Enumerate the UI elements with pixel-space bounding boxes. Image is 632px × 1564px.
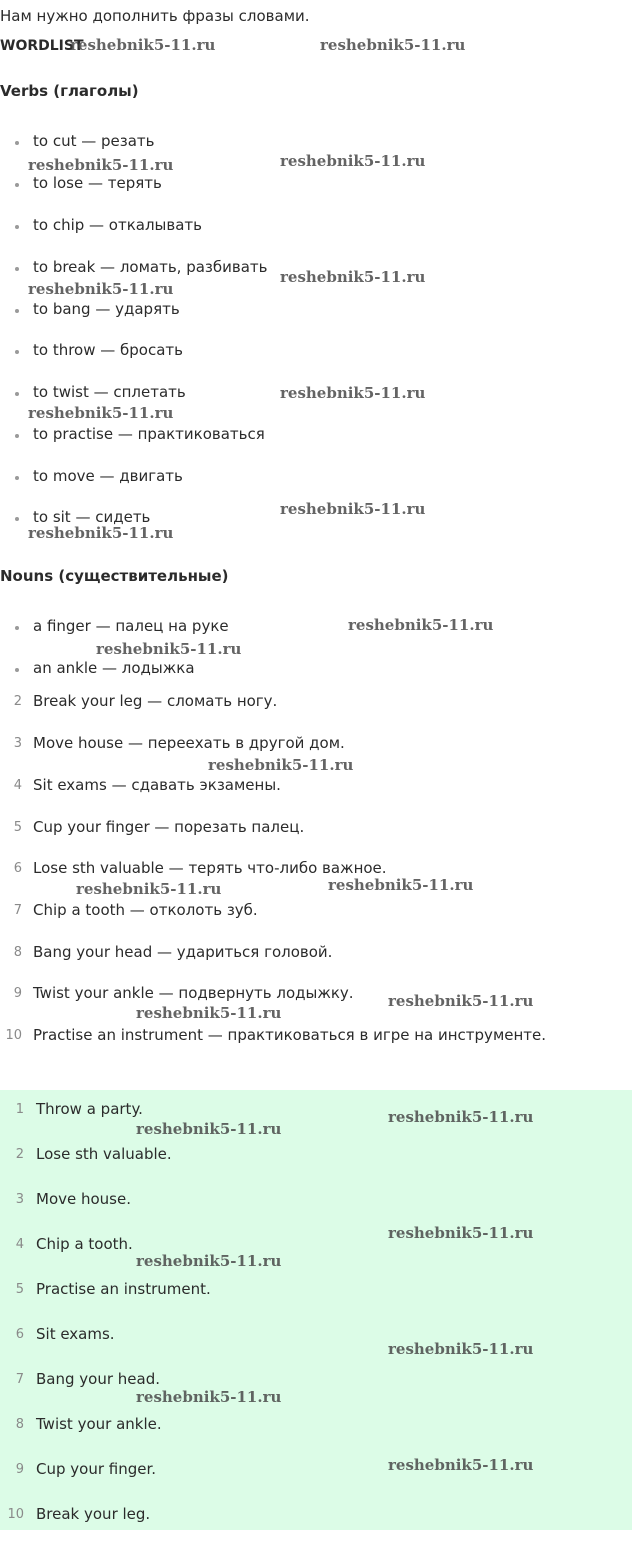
item-number: 10	[7, 1507, 24, 1522]
wordlist-label: WORDLIST	[0, 38, 84, 54]
watermark: reshebnik5-11.ru	[70, 36, 216, 54]
item-number: 5	[13, 820, 22, 835]
watermark: reshebnik5-11.ru	[136, 1252, 282, 1270]
watermark: reshebnik5-11.ru	[328, 876, 474, 894]
item-number: 4	[13, 778, 22, 793]
watermark: reshebnik5-11.ru	[96, 640, 242, 658]
watermark: reshebnik5-11.ru	[388, 1340, 534, 1358]
nouns-heading: Nouns (существительные)	[0, 567, 229, 585]
bullet-icon	[15, 309, 19, 313]
watermark: reshebnik5-11.ru	[28, 280, 174, 298]
item-number: 5	[15, 1282, 24, 1297]
item-number: 9	[13, 986, 22, 1001]
item-number: 7	[13, 903, 22, 918]
item-number: 6	[15, 1327, 24, 1342]
item-number: 8	[13, 945, 22, 960]
bullet-icon	[15, 668, 19, 672]
watermark: reshebnik5-11.ru	[280, 268, 426, 286]
bullet-icon	[15, 267, 19, 271]
bullet-icon	[15, 434, 19, 438]
watermark: reshebnik5-11.ru	[28, 524, 174, 542]
item-number: 10	[5, 1028, 22, 1043]
item-number: 3	[15, 1192, 24, 1207]
item-number: 2	[15, 1147, 24, 1162]
bullet-icon	[15, 626, 19, 630]
watermark: reshebnik5-11.ru	[280, 152, 426, 170]
bullet-icon	[15, 183, 19, 187]
item-number: 4	[15, 1237, 24, 1252]
bullet-icon	[15, 225, 19, 229]
watermark: reshebnik5-11.ru	[320, 36, 466, 54]
watermark: reshebnik5-11.ru	[280, 500, 426, 518]
bullet-icon	[15, 476, 19, 480]
watermark: reshebnik5-11.ru	[28, 156, 174, 174]
bullet-icon	[15, 392, 19, 396]
item-number: 2	[13, 694, 22, 709]
item-number: 8	[15, 1417, 24, 1432]
watermark: reshebnik5-11.ru	[280, 384, 426, 402]
bullet-icon	[15, 350, 19, 354]
bullet-icon	[15, 141, 19, 145]
watermark: reshebnik5-11.ru	[136, 1388, 282, 1406]
watermark: reshebnik5-11.ru	[28, 404, 174, 422]
item-number: 1	[15, 1102, 24, 1117]
watermark: reshebnik5-11.ru	[388, 1224, 534, 1242]
answer-box: 1 Throw a party. 2 Lose sth valuable. 3 Move house. 4 Chip a tooth. 5 Practise an instrument. 6 Sit exams. 7 Bang your head. 8 Twist your ankle. 9 Cup your finger. 10 Break your leg.	[0, 1090, 632, 1530]
item-number: 3	[13, 736, 22, 751]
verbs-heading: Verbs (глаголы)	[0, 82, 139, 100]
item-number: 6	[13, 861, 22, 876]
watermark: reshebnik5-11.ru	[388, 992, 534, 1010]
watermark: reshebnik5-11.ru	[388, 1108, 534, 1126]
item-number: 7	[15, 1372, 24, 1387]
watermark: reshebnik5-11.ru	[76, 880, 222, 898]
intro-text: Нам нужно дополнить фразы словами.	[0, 7, 310, 25]
watermark: reshebnik5-11.ru	[136, 1120, 282, 1138]
item-number: 9	[15, 1462, 24, 1477]
watermark: reshebnik5-11.ru	[348, 616, 494, 634]
watermark: reshebnik5-11.ru	[208, 756, 354, 774]
watermark: reshebnik5-11.ru	[388, 1456, 534, 1474]
bullet-icon	[15, 517, 19, 521]
watermark: reshebnik5-11.ru	[136, 1004, 282, 1022]
